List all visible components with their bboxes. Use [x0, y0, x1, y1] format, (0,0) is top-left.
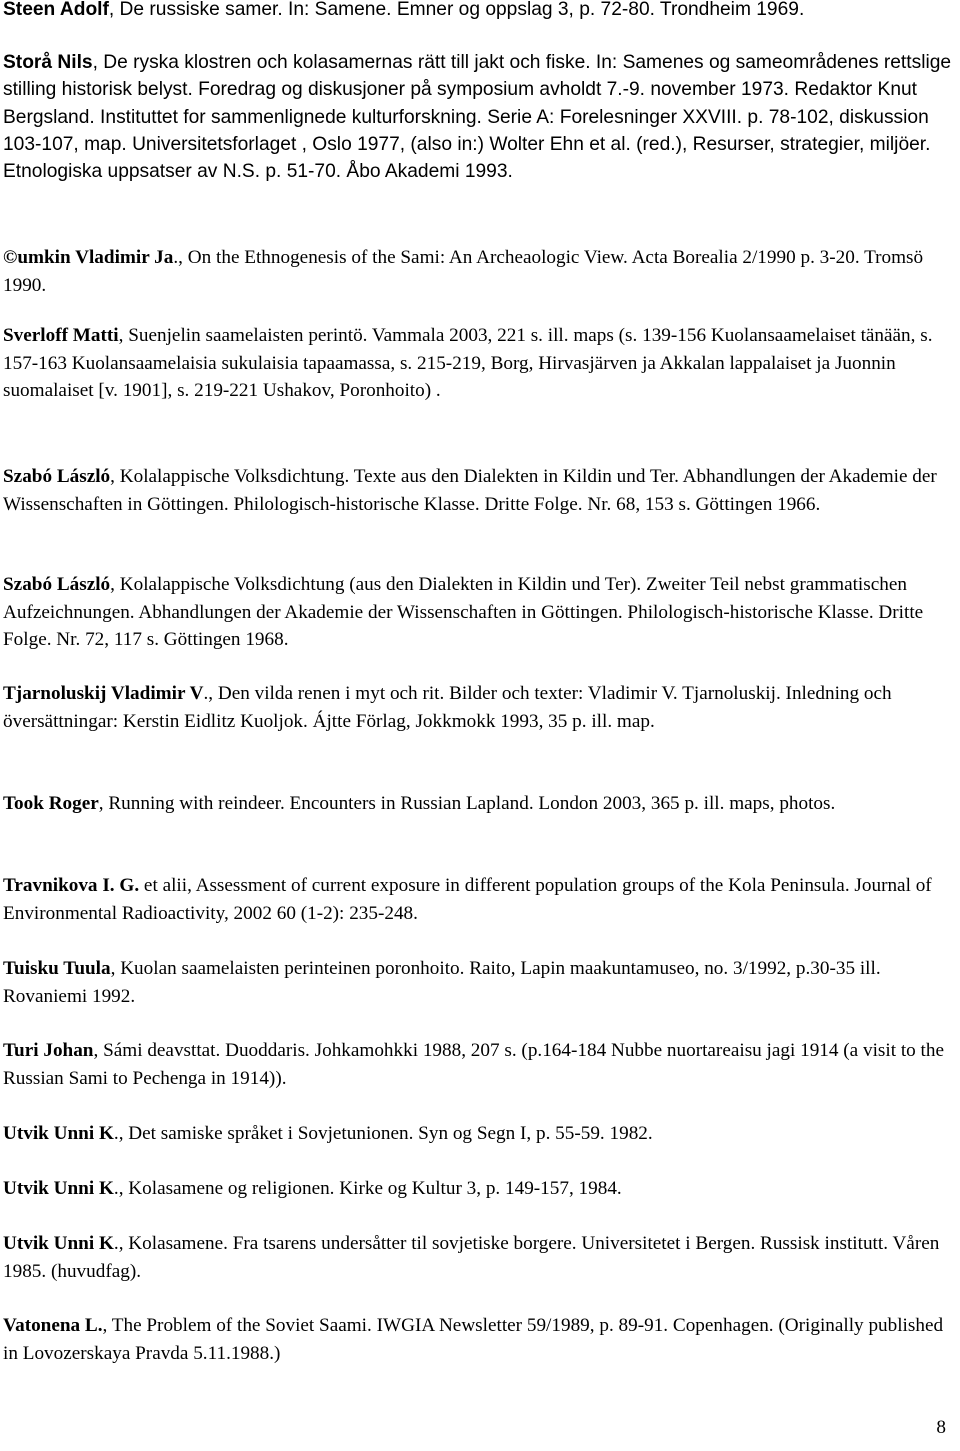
bibliography-entry — [3, 1312, 953, 1367]
entry-text: , De ryska klostren och kolasamernas rätt till jakt och fiske. In: Samenes og sameområdenes rettslige stilling historisk belyst. Foredrag og diskusjoner på symposium avholdt 7.-9. november 1973. Redaktor Knut Bergsland. Instituttet for sammenlignede kulturforskning. Serie A: Forelesninger XXVIII. p. 78-102, diskussion 103-107, map. Universitetsforlaget , Oslo 1977, (also in:) Wolter Ehn et al. (red.), Resurser, strategier, miljöer. Etnologiska uppsatser av N.S. p. 51-70. Åbo Akademi 1993. — [3, 52, 952, 183]
entry-text: ., On the Ethnogenesis of the Sami: An Archeaologic View. Acta Borealia 2/1990 p. 3-20. Tromsö 1990. — [3, 247, 924, 296]
entry-text: et alii, Assessment of current exposure in different population groups of the Kola Peninsula. Journal of Environmental Radioactivity, 2002 60 (1-2): 235-248. — [3, 875, 932, 924]
entry-author: ©umkin Vladimir Ja — [3, 247, 174, 268]
entry-text: , Kuolan saamelaisten perinteinen poronhoito. Raito, Lapin maakuntamuseo, no. 3/1992, p.30-35 ill. Rovaniemi 1992. — [3, 958, 881, 1007]
bibliography-entry — [3, 1037, 953, 1092]
entry-text: , Running with reindeer. Encounters in Russian Lapland. London 2003, 365 p. ill. maps, photos. — [98, 793, 836, 814]
bibliography-entry — [3, 1230, 953, 1285]
entry-text: ., Den vilda renen i myt och rit. Bilder och texter: Vladimir V. Tjarnoluskij. Inledning och översättningar: Kerstin Eidlitz Kuoljok. Ájtte Förlag, Jokkmokk 1993, 35 p. ill. map. — [3, 683, 892, 732]
entry-author: Szabó László — [3, 574, 111, 595]
bibliography-entry — [3, 244, 953, 299]
bibliography-entry — [3, 1175, 953, 1203]
entry-text: ., Det samiske språket i Sovjetunionen. Syn og Segn I, p. 55-59. 1982. — [113, 1123, 653, 1144]
entry-author: Turi Johan — [3, 1040, 94, 1061]
page-number: 8 — [936, 1417, 946, 1438]
bibliography-entry — [3, 322, 953, 405]
entry-author: Szabó László — [3, 466, 111, 487]
bibliography-entry — [3, 463, 953, 518]
bibliography-entry — [3, 872, 953, 927]
entry-author: Utvik Unni K — [3, 1233, 114, 1254]
entry-text: ., Kolasamene og religionen. Kirke og Kultur 3, p. 149-157, 1984. — [113, 1178, 622, 1199]
bibliography-entry — [3, 1120, 953, 1148]
bibliography-entry — [3, 955, 953, 1010]
entry-author: Travnikova I. G. — [3, 875, 140, 896]
bibliography-entry — [3, 790, 953, 818]
entry-text: ., Kolasamene. Fra tsarens undersåtter til sovjetiske borgere. Universitetet i Bergen. Russisk institutt. Våren 1985. (huvudfag). — [3, 1233, 940, 1282]
entry-author: Steen Adolf — [3, 0, 109, 20]
entry-text: , Suenjelin saamelaisten perintö. Vammala 2003, 221 s. ill. maps (s. 139-156 Kuolansaamelaiset tänään, s. 157-163 Kuolansaamelaisia sukulaisia tapaamassa, s. 215-219, Borg, Hirvasjärven ja Akkalan lappalaiset ja Juonnin suomalaiset [v. 1901], s. 219-221 Ushakov, Poronhoito) . — [3, 325, 933, 401]
entry-author: Vatonena L. — [3, 1315, 103, 1336]
entry-text: , De russiske samer. In: Samene. Emner og oppslag 3, p. 72-80. Trondheim 1969. — [108, 0, 805, 20]
entry-author: Tuisku Tuula — [3, 958, 111, 979]
entry-author: Tjarnoluskij Vladimir V — [3, 683, 204, 704]
entry-text: , The Problem of the Soviet Saami. IWGIA Newsletter 59/1989, p. 89-91. Copenhagen. (Originally published in Lovozerskaya Pravda 5.11.1988.) — [3, 1315, 944, 1364]
entry-text: , Kolalappische Volksdichtung. Texte aus den Dialekten in Kildin und Ter. Abhandlungen der Akademie der Wissenschaften in Göttingen. Philologisch-historische Klasse. Dritte Folge. Nr. 68, 153 s. Göttingen 1966. — [3, 466, 937, 515]
bibliography-entry — [3, 680, 953, 735]
entry-text: , Sámi deavsttat. Duoddaris. Johkamohkki 1988, 207 s. (p.164-184 Nubbe nuortareaisu jagi 1914 (a visit to the Russian Sami to Pechenga in 1914)). — [3, 1040, 945, 1089]
entry-author: Utvik Unni K — [3, 1123, 114, 1144]
entry-author: Utvik Unni K — [3, 1178, 114, 1199]
bibliography-entry — [3, 571, 953, 654]
bibliography-entry — [3, 49, 953, 185]
entry-author: Storå Nils — [3, 52, 93, 73]
entry-author: Sverloff Matti — [3, 325, 119, 346]
bibliography-entry — [3, 0, 953, 23]
entry-text: , Kolalappische Volksdichtung (aus den Dialekten in Kildin und Ter). Zweiter Teil nebst grammatischen Aufzeichnungen. Abhandlungen der Akademie der Wissenschaften in Göttingen. Philologisch-historische Klasse. Dritte Folge. Nr. 72, 117 s. Göttingen 1968. — [3, 574, 924, 650]
entry-author: Took Roger — [3, 793, 99, 814]
